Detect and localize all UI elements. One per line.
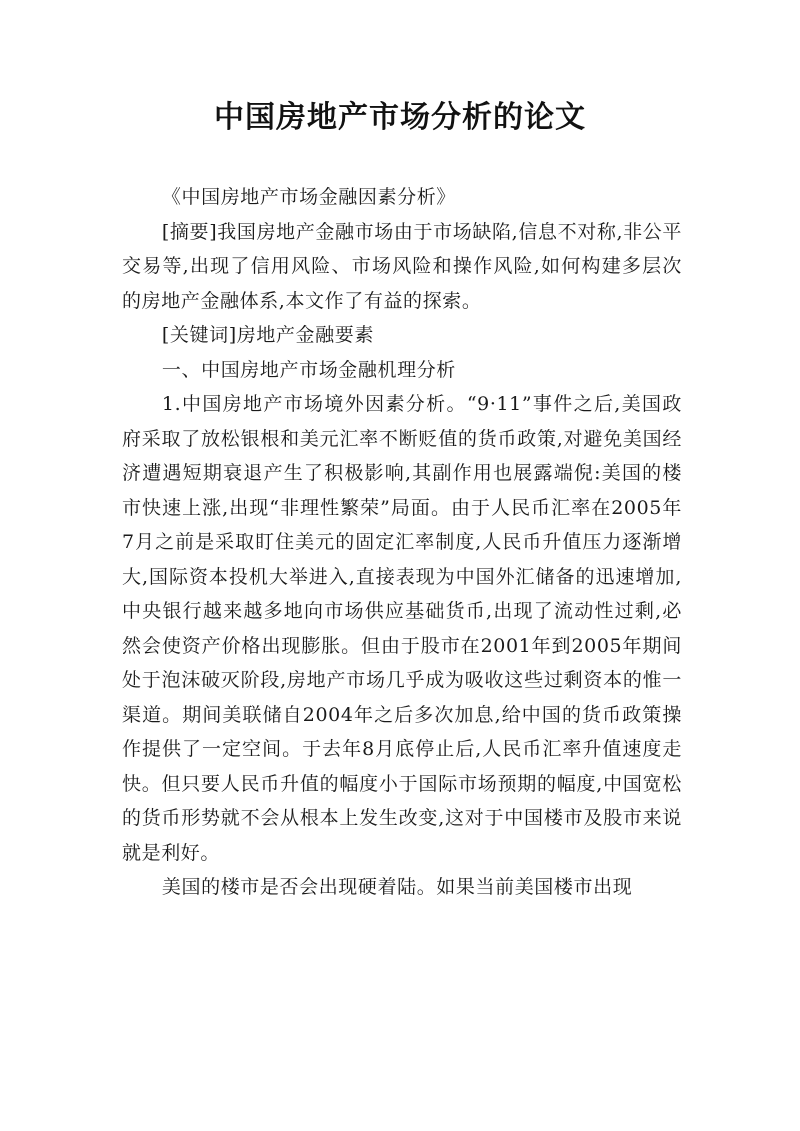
body-paragraph: 美国的楼市是否会出现硬着陆。如果当前美国楼市出现 <box>161 876 633 898</box>
article-reference: 《中国房地产市场金融因素分析》 <box>161 186 456 208</box>
section-heading: 一、中国房地产市场金融机理分析 <box>161 358 456 381</box>
abstract-paragraph: [摘要]我国房地产金融市场由于市场缺陷,信息不对称,非公平交易等,出现了信用风险、市场风险和操作风险,如何构建多层次的房地产金融体系,本文作了有益的探索。 <box>122 220 682 312</box>
document-title: 中国房地产市场分析的论文 <box>214 100 586 135</box>
document-body <box>122 180 682 905</box>
body-paragraph: 1.中国房地产市场境外因素分析。“9·11”事件之后,美国政府采取了放松银根和美元汇率不断贬值的货币政策,对避免美国经济遭遇短期衰退产生了积极影响,其副作用也展露端倪:美国的楼市快速上涨,出现“非理性繁荣”局面。由于人民币汇率在2005年7月之前是采取盯住美元的固定汇率制度,人民币升值压力逐渐增大,国际资本投机大举进入,直接表现为中国外汇储备的迅速增加,中央银行越来越多地向市场供应基础货币,出现了流动性过剩,必然会使资产价格出现膨胀。但由于股市在2001年到2005年期间处于泡沫破灭阶段,房地产市场几乎成为吸收这些过剩资本的惟一渠道。期间美联储自2004年之后多次加息,给中国的货币政策操作提供了一定空间。于去年8月底停止后,人民币汇率升值速度走快。但只要人民币升值的幅度小于国际市场预期的幅度,中国宽松的货币形势就不会从根本上发生改变,这对于中国楼市及股市来说就是利好。 <box>122 393 682 864</box>
keywords-paragraph: [关键词]房地产金融要素 <box>161 324 374 346</box>
